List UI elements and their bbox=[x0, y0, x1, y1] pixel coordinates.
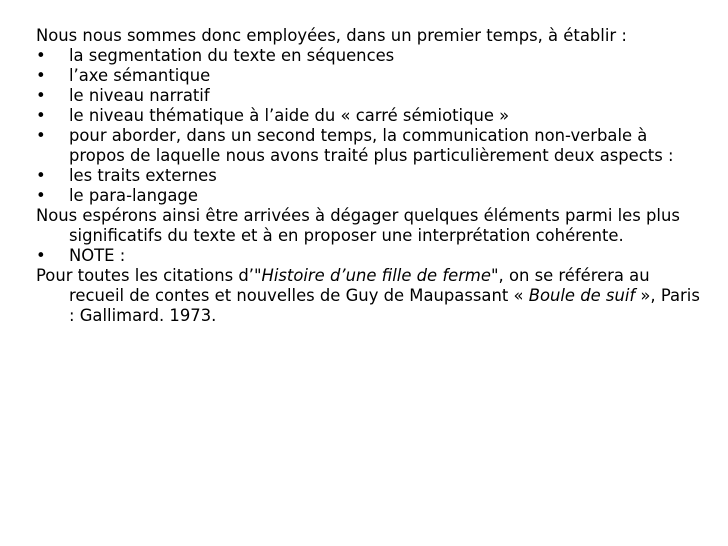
bullet-item bbox=[36, 106, 706, 126]
citation-prefix: Pour toutes les citations d’" bbox=[36, 266, 262, 285]
citation-suffix: », Paris : Gallimard. 1973. bbox=[69, 286, 700, 325]
citation-book: Boule de suif bbox=[528, 286, 636, 305]
bullet-icon: • bbox=[36, 86, 46, 105]
bullet-icon: • bbox=[36, 186, 46, 205]
citation-paragraph bbox=[36, 266, 706, 326]
bullet-item bbox=[36, 246, 706, 266]
citation-title: Histoire d’une fille de ferme bbox=[261, 266, 491, 285]
bullet-text: le niveau narratif bbox=[69, 86, 210, 105]
note-label: NOTE : bbox=[69, 246, 126, 265]
bullet-text: l’axe sémantique bbox=[69, 66, 211, 85]
citation-middle: ", on se référera au recueil de contes et nouvelles de Guy de Maupassant « bbox=[69, 266, 650, 305]
bullet-text: pour aborder, dans un second temps, la communication non-verbale à propos de laquelle nous avons traité plus particulièrement deux aspects : bbox=[69, 126, 674, 165]
bullet-text: les traits externes bbox=[69, 166, 217, 185]
bullet-icon: • bbox=[36, 106, 46, 125]
slide-body bbox=[36, 26, 706, 326]
bullet-item bbox=[36, 186, 706, 206]
bullet-item bbox=[36, 166, 706, 186]
bullet-icon: • bbox=[36, 66, 46, 85]
bullet-item bbox=[36, 126, 706, 166]
bullet-item bbox=[36, 46, 706, 66]
bullet-icon: • bbox=[36, 246, 46, 265]
intro-paragraph: Nous nous sommes donc employées, dans un premier temps, à établir : bbox=[36, 26, 627, 45]
bullet-text: le para-langage bbox=[69, 186, 198, 205]
bullet-item bbox=[36, 66, 706, 86]
conclusion-paragraph: Nous espérons ainsi être arrivées à dégager quelques éléments parmi les plus significatifs du texte et à en proposer une interprétation cohérente. bbox=[36, 206, 680, 245]
bullet-icon: • bbox=[36, 166, 46, 185]
bullet-icon: • bbox=[36, 126, 46, 145]
bullet-icon: • bbox=[36, 46, 46, 65]
bullet-text: la segmentation du texte en séquences bbox=[69, 46, 395, 65]
bullet-text: le niveau thématique à l’aide du « carré sémiotique » bbox=[69, 106, 510, 125]
bullet-item bbox=[36, 86, 706, 106]
